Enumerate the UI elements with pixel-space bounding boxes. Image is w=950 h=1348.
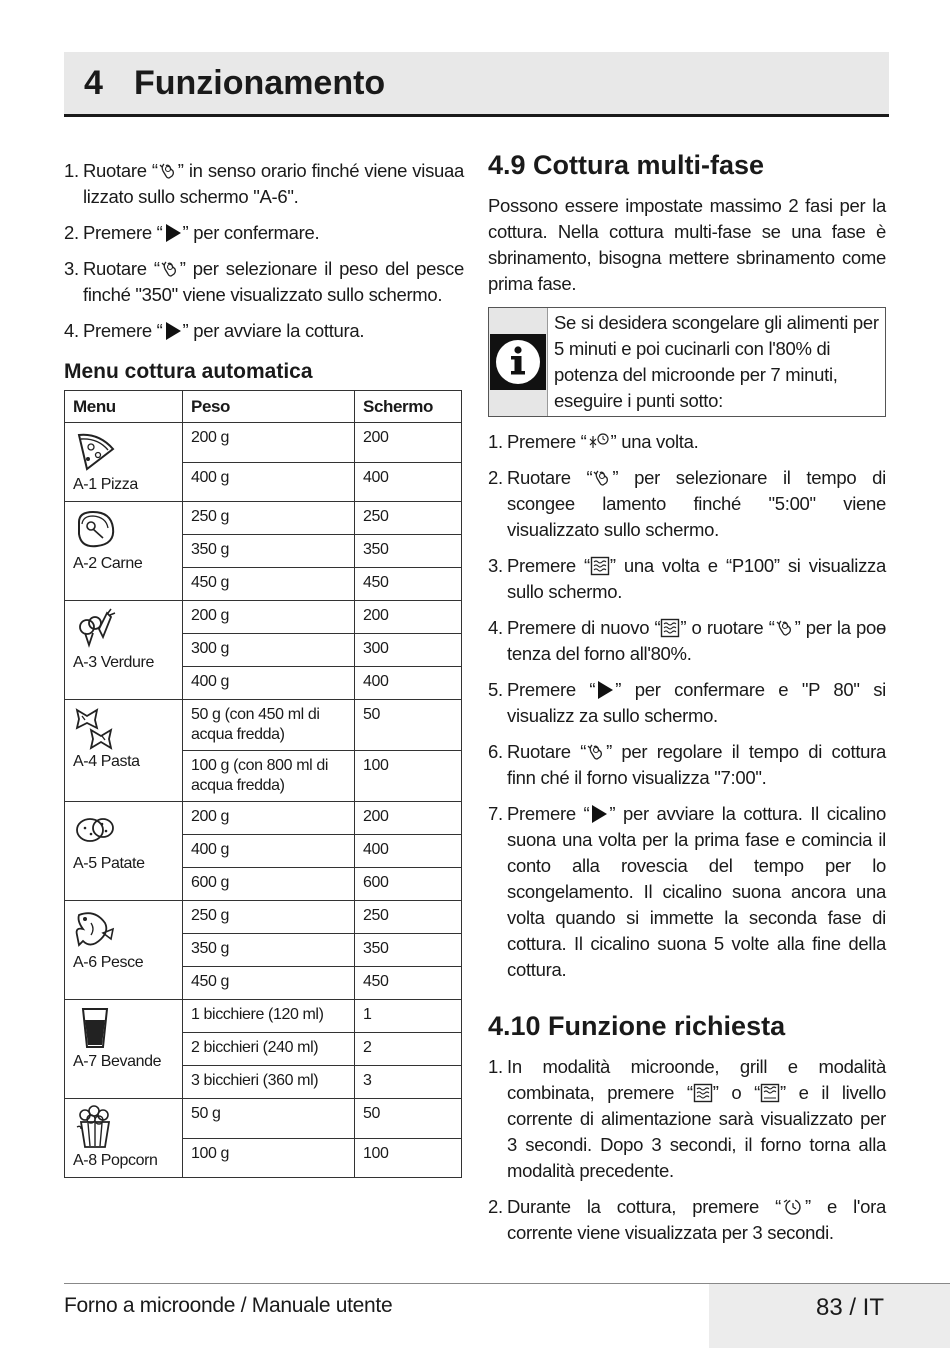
step-item [64, 220, 464, 246]
step-number: 7. [488, 803, 503, 824]
step-number: 1. [488, 1056, 503, 1077]
step-text: ” per avviare la cottura. Il cicalino suona una volta per la prima fase e comincia il conto alla rovescia del tempo per lo scongelamento. Il cicalino suona ancora una volta quando si immette la seconda fase di cottura. Il cicalino suona 5 volte alla fine della cottura. [507, 803, 886, 980]
header-display: Schermo [355, 391, 462, 423]
menu-label: A-1 Pizza [73, 476, 138, 493]
table-row [65, 1000, 462, 1033]
menu-cell [65, 601, 183, 700]
display-cell: 100 [355, 1138, 462, 1178]
menu-label: A-4 Pasta [73, 753, 140, 770]
popcorn-icon [73, 1105, 117, 1149]
weight-cell: 200 g [183, 802, 355, 835]
info-icon [489, 308, 548, 416]
pasta-icon [73, 706, 117, 750]
step-text: ” per confermare e "P 80" si visualizz za sullo schermo. [507, 679, 886, 726]
step-number: 5. [488, 679, 503, 700]
table-header-row [65, 391, 462, 423]
info-text: Se si desidera scongelare gli alimenti per 5 minuti e poi cucinarli con l'80% di potenza del microonde per 7 minuti, eseguire i punti sotto: [554, 312, 879, 411]
step-text: Premere “ [507, 679, 596, 700]
menu-cell [65, 901, 183, 1000]
step-item [488, 615, 886, 667]
step-text: ” per regolare il tempo di cottura finn ché il forno visualizza "7:00". [507, 741, 886, 788]
step-number: 3. [488, 555, 503, 576]
step-item [488, 465, 886, 543]
weight-cell: 300 g [183, 634, 355, 667]
defrost-icon [587, 432, 611, 452]
weight-cell: 250 g [183, 502, 355, 535]
display-cell: 400 [355, 835, 462, 868]
section-4-9-intro: Possono essere impostate massimo 2 fasi per la cottura. Nella cottura multi-fase se una fase è sbrinamento, bisogna mettere sbrinamento come prima fase. [488, 195, 886, 294]
step-text: Premere di nuovo “ [507, 617, 661, 638]
display-cell: 200 [355, 601, 462, 634]
potato-icon [73, 808, 117, 852]
step-text: Ruotare “ [83, 160, 158, 181]
weight-cell: 350 g [183, 535, 355, 568]
step-text: ” e il livello corrente di alimentazione sarà visualizzato per 3 secondi. Dopo 3 secondi, il forno torna alla modalità precedente. [507, 1082, 886, 1181]
step-number: 4. [488, 617, 503, 638]
step-text: ” per avviare la cottura. [182, 320, 365, 341]
weight-cell: 400 g [183, 462, 355, 502]
weight-cell: 400 g [183, 835, 355, 868]
display-cell: 300 [355, 634, 462, 667]
multistage-steps-list [488, 429, 886, 983]
play-icon [163, 321, 183, 341]
display-cell: 3 [355, 1066, 462, 1099]
step-item [64, 318, 464, 344]
step-text: Premere “ [83, 320, 163, 341]
display-cell: 1 [355, 1000, 462, 1033]
step-text: ” per confermare. [182, 222, 320, 243]
menu-cell [65, 1099, 183, 1178]
info-note [488, 307, 886, 417]
dial-icon [586, 742, 606, 762]
menu-label: A-2 Carne [73, 555, 143, 572]
step-item [64, 158, 464, 210]
step-item [488, 553, 886, 605]
step-text: ” una volta e “P100” si visualizza sullo schermo. [507, 555, 886, 602]
header-menu: Menu [65, 391, 183, 423]
step-text: Durante la cottura, premere “ [507, 1196, 781, 1217]
step-text: Ruotare “ [83, 258, 160, 279]
dial-icon [775, 618, 795, 638]
weight-cell: 250 g [183, 901, 355, 934]
step-text: ” una volta. [610, 431, 699, 452]
fish-steps-list [64, 158, 464, 344]
display-cell: 350 [355, 934, 462, 967]
play-icon [163, 223, 183, 243]
chapter-header [64, 52, 889, 117]
section-4-10-title: 4.10 Funzione richiesta [488, 1011, 786, 1041]
chapter-title: Funzionamento [134, 63, 386, 102]
display-cell: 200 [355, 802, 462, 835]
microwave-icon [660, 618, 680, 638]
table-row [65, 502, 462, 535]
weight-cell: 50 g [183, 1099, 355, 1139]
step-text: Ruotare “ [507, 467, 593, 488]
menu-label: A-5 Patate [73, 855, 145, 872]
display-cell: 250 [355, 901, 462, 934]
menu-label: A-7 Bevande [73, 1053, 162, 1070]
table-row [65, 700, 462, 751]
step-text: Ruotare “ [507, 741, 587, 762]
menu-label: A-8 Popcorn [73, 1152, 158, 1169]
display-cell: 50 [355, 700, 462, 751]
display-cell: 200 [355, 423, 462, 463]
step-number: 1. [64, 160, 79, 181]
step-item [488, 1194, 886, 1246]
step-number: 4. [64, 320, 79, 341]
menu-cell [65, 502, 183, 601]
step-text: Premere “ [83, 222, 163, 243]
right-column [488, 150, 886, 1256]
dial-icon [592, 468, 612, 488]
step-item [488, 739, 886, 791]
display-cell: 450 [355, 967, 462, 1000]
display-cell: 400 [355, 462, 462, 502]
menu-label: A-6 Pesce [73, 954, 144, 971]
dial-icon [158, 161, 178, 181]
section-4-9-title: 4.9 Cottura multi-fase [488, 150, 765, 180]
menu-cell [65, 1000, 183, 1099]
step-number: 3. [64, 258, 79, 279]
chapter-number: 4 [84, 63, 103, 102]
weight-cell: 600 g [183, 868, 355, 901]
table-row [65, 901, 462, 934]
display-cell: 400 [355, 667, 462, 700]
microwave-icon [693, 1083, 713, 1103]
display-cell: 600 [355, 868, 462, 901]
weight-cell: 100 g (con 800 ml di acqua fredda) [183, 751, 355, 802]
display-cell: 100 [355, 751, 462, 802]
auto-menu-table [64, 390, 462, 1178]
weight-cell: 450 g [183, 568, 355, 601]
display-cell: 2 [355, 1033, 462, 1066]
weight-cell: 200 g [183, 423, 355, 463]
weight-cell: 2 bicchieri (240 ml) [183, 1033, 355, 1066]
step-text: ” o “ [712, 1082, 760, 1103]
weight-cell: 450 g [183, 967, 355, 1000]
vegetables-icon [73, 607, 117, 651]
page-number: 83 / IT [815, 1294, 884, 1321]
menu-label: A-3 Verdure [73, 654, 154, 671]
display-cell: 350 [355, 535, 462, 568]
left-column [64, 158, 464, 1178]
step-item [488, 1054, 886, 1184]
step-text: Premere “ [507, 803, 590, 824]
weight-cell: 50 g (con 450 ml di acqua fredda) [183, 700, 355, 751]
step-text: Premere “ [507, 431, 587, 452]
step-text: ” per selezionare il tempo di scongee lamento finché "5:00" viene visualizzato sullo schermo. [507, 467, 886, 540]
table-row [65, 423, 462, 463]
query-steps-list [488, 1054, 886, 1246]
footer-manual-title: Forno a microonde / Manuale utente [64, 1294, 393, 1317]
step-number: 2. [488, 1196, 503, 1217]
clock-icon [781, 1197, 805, 1217]
step-item [488, 801, 886, 983]
dial-icon [160, 259, 180, 279]
display-cell: 50 [355, 1099, 462, 1139]
step-text: ” in senso orario finché viene visuaa lizzato sullo schermo "A-6". [83, 160, 464, 207]
pizza-icon [73, 429, 117, 473]
step-text: ” e l'ora corrente viene visualizzata per 3 secondi. [507, 1196, 886, 1243]
weight-cell: 3 bicchieri (360 ml) [183, 1066, 355, 1099]
weight-cell: 350 g [183, 934, 355, 967]
step-item [488, 677, 886, 729]
step-text: In modalità microonde, grill e modalità combinata, premere “ [507, 1056, 886, 1103]
weight-cell: 1 bicchiere (120 ml) [183, 1000, 355, 1033]
table-row [65, 601, 462, 634]
weight-cell: 100 g [183, 1138, 355, 1178]
display-cell: 250 [355, 502, 462, 535]
weight-cell: 200 g [183, 601, 355, 634]
menu-cell [65, 700, 183, 802]
step-number: 2. [64, 222, 79, 243]
menu-cell [65, 423, 183, 502]
step-number: 6. [488, 741, 503, 762]
step-item [488, 429, 886, 455]
header-weight: Peso [183, 391, 355, 423]
step-text: ” per la poɵ tenza del forno all'80%. [507, 617, 887, 664]
step-text: ” per selezionare il peso del pesce finché "350" viene visualizzato sullo schermo. [83, 258, 464, 305]
menu-cell [65, 802, 183, 901]
step-text: ” o ruotare “ [680, 617, 775, 638]
display-cell: 450 [355, 568, 462, 601]
step-number: 1. [488, 431, 503, 452]
weight-cell: 400 g [183, 667, 355, 700]
step-text: Premere “ [507, 555, 590, 576]
play-icon [589, 804, 609, 824]
glass-icon [73, 1006, 117, 1050]
microwave-icon [590, 556, 610, 576]
play-icon [595, 680, 615, 700]
auto-menu-title: Menu cottura automatica [64, 360, 313, 383]
grill-icon [760, 1083, 780, 1103]
table-row [65, 1099, 462, 1139]
steak-icon [73, 508, 117, 552]
step-number: 2. [488, 467, 503, 488]
step-item [64, 256, 464, 308]
table-row [65, 802, 462, 835]
fish-icon [73, 907, 117, 951]
